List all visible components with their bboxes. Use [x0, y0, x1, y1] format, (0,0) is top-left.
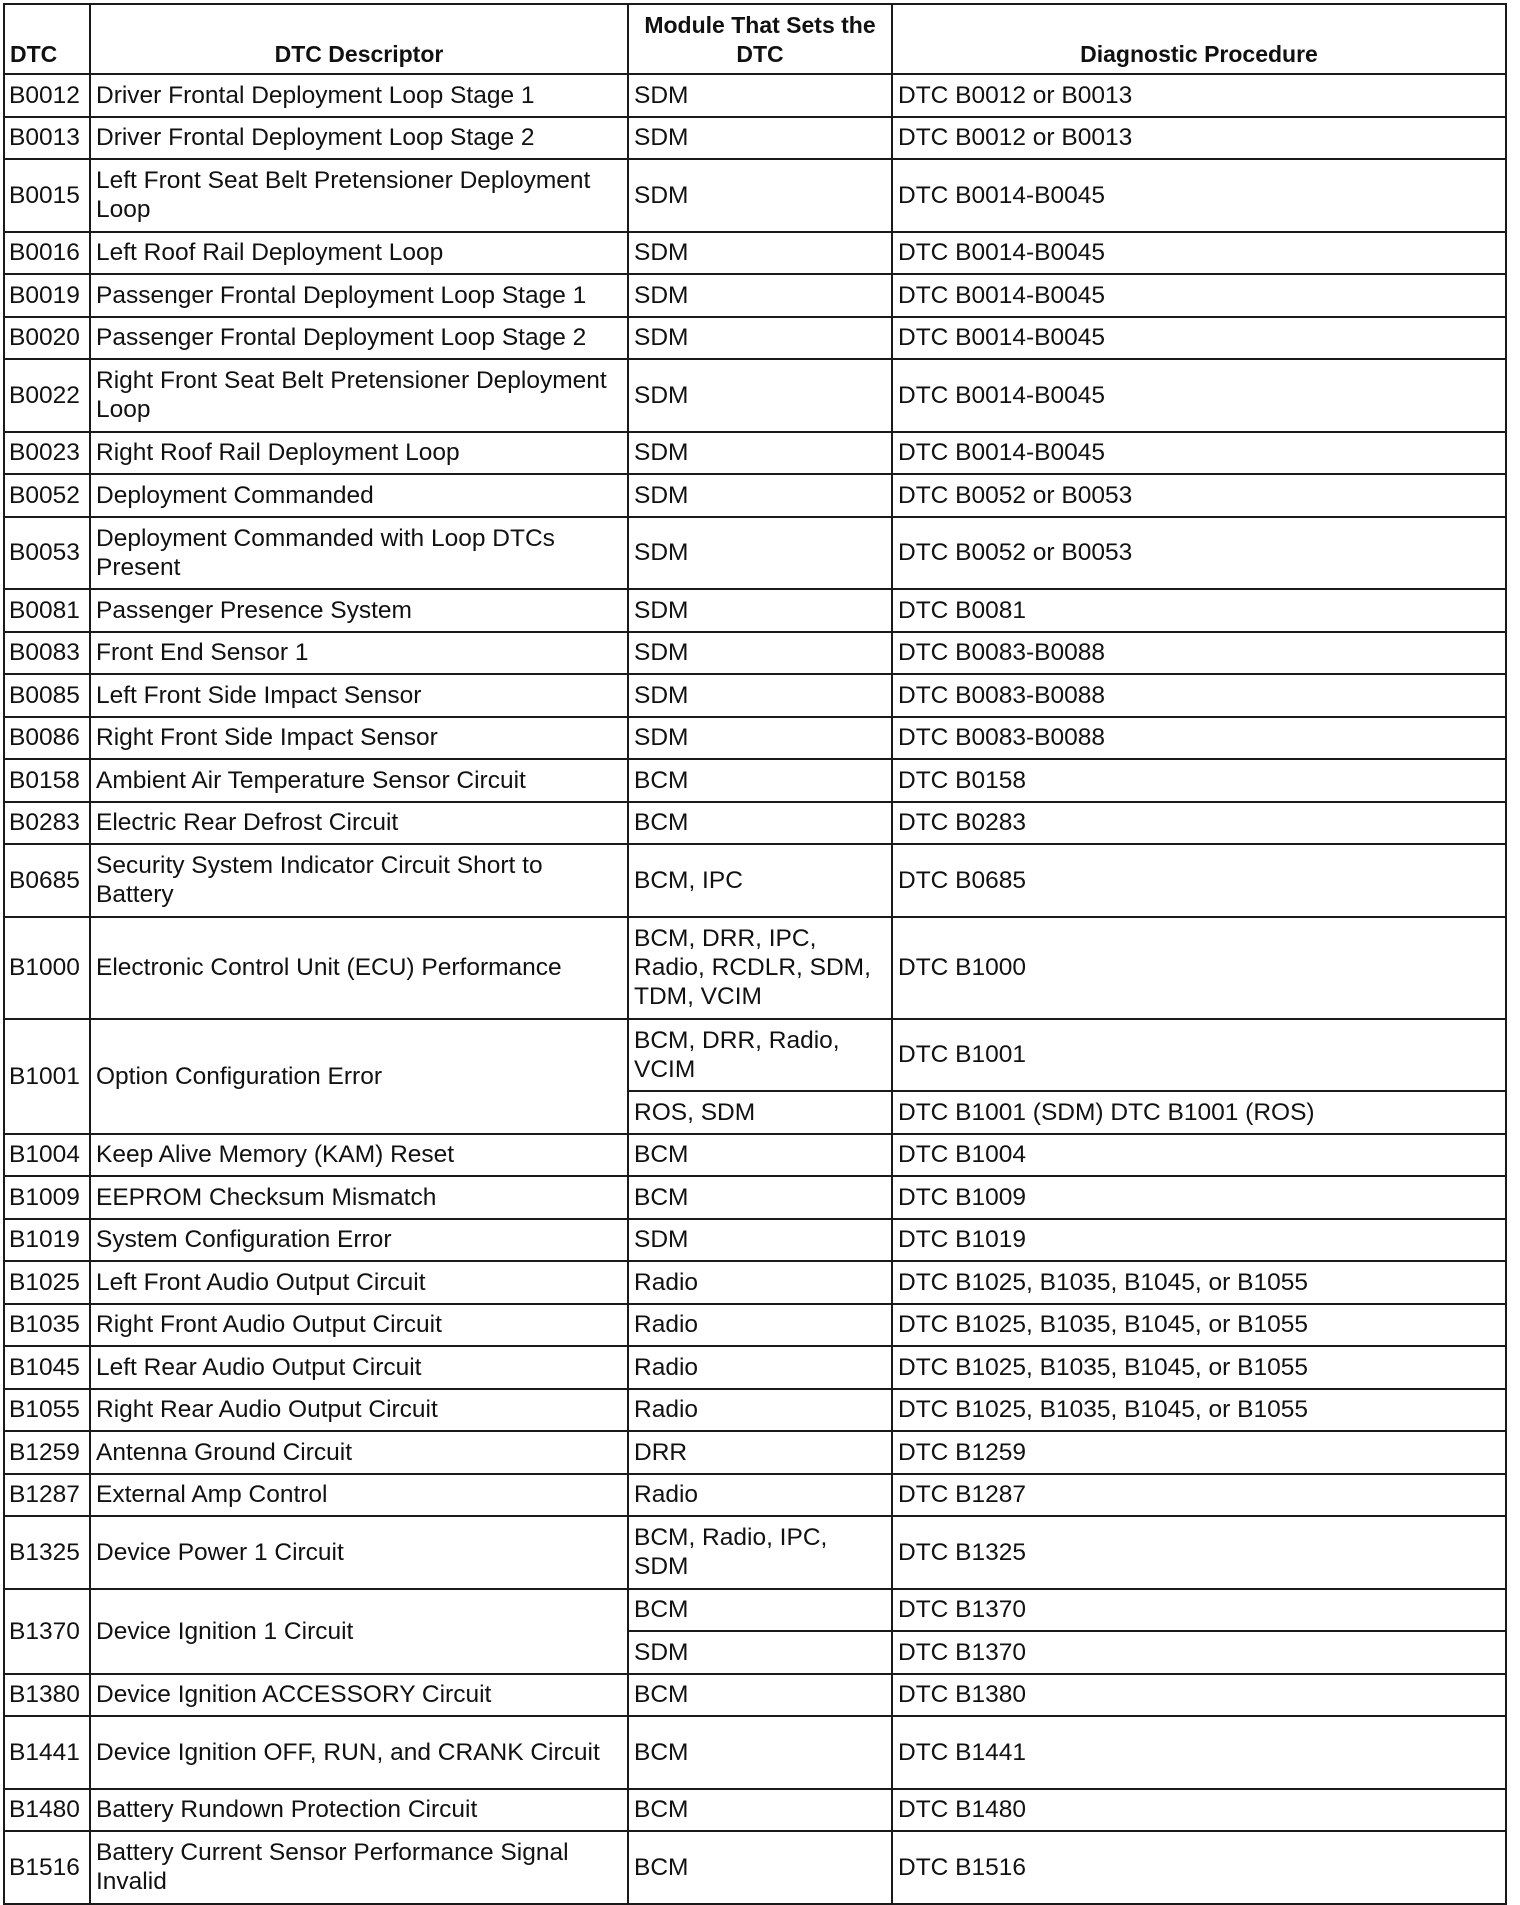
table-row — [4, 917, 1506, 1019]
module-cell: SDM — [628, 1631, 892, 1674]
diagnostic-procedure-cell: DTC B0014-B0045 — [892, 159, 1506, 232]
diagnostic-procedure-cell: DTC B0283 — [892, 802, 1506, 845]
table-row — [4, 1431, 1506, 1474]
table-row — [4, 1304, 1506, 1347]
dtc-descriptor-cell: Driver Frontal Deployment Loop Stage 2 — [90, 117, 628, 160]
diagnostic-procedure-cell: DTC B0014-B0045 — [892, 432, 1506, 475]
dtc-code-cell: B1000 — [4, 917, 90, 1019]
table-row — [4, 274, 1506, 317]
table-row — [4, 1789, 1506, 1832]
table-row — [4, 117, 1506, 160]
dtc-descriptor-cell: Deployment Commanded with Loop DTCs Present — [90, 517, 628, 590]
table-row — [4, 1589, 1506, 1632]
module-cell: SDM — [628, 317, 892, 360]
module-cell: BCM — [628, 1674, 892, 1717]
module-cell: SDM — [628, 359, 892, 432]
table-row — [4, 317, 1506, 360]
table-row — [4, 1716, 1506, 1789]
module-cell: SDM — [628, 1219, 892, 1262]
module-cell: BCM, DRR, IPC, Radio, RCDLR, SDM, TDM, VCIM — [628, 917, 892, 1019]
dtc-code-cell: B1009 — [4, 1176, 90, 1219]
table-row — [4, 1831, 1506, 1904]
dtc-code-cell: B1019 — [4, 1219, 90, 1262]
dtc-code-cell: B1259 — [4, 1431, 90, 1474]
dtc-descriptor-cell: Keep Alive Memory (KAM) Reset — [90, 1134, 628, 1177]
header-diagnostic-procedure: Diagnostic Procedure — [892, 4, 1506, 74]
dtc-descriptor-cell: Deployment Commanded — [90, 474, 628, 517]
module-cell: BCM — [628, 1589, 892, 1632]
table-body — [4, 74, 1506, 1904]
dtc-descriptor-cell: Device Ignition ACCESSORY Circuit — [90, 1674, 628, 1717]
module-cell: Radio — [628, 1261, 892, 1304]
diagnostic-procedure-cell: DTC B1516 — [892, 1831, 1506, 1904]
dtc-descriptor-cell: Left Roof Rail Deployment Loop — [90, 232, 628, 275]
dtc-descriptor-cell: Battery Rundown Protection Circuit — [90, 1789, 628, 1832]
module-cell: SDM — [628, 674, 892, 717]
diagnostic-procedure-cell: DTC B0012 or B0013 — [892, 74, 1506, 117]
table-row — [4, 632, 1506, 675]
dtc-descriptor-cell: Left Front Audio Output Circuit — [90, 1261, 628, 1304]
dtc-code-cell: B0023 — [4, 432, 90, 475]
table-row — [4, 589, 1506, 632]
dtc-descriptor-cell: External Amp Control — [90, 1474, 628, 1517]
dtc-descriptor-cell: Battery Current Sensor Performance Signal Invalid — [90, 1831, 628, 1904]
module-cell: BCM — [628, 802, 892, 845]
dtc-code-cell: B0016 — [4, 232, 90, 275]
module-cell: BCM — [628, 1176, 892, 1219]
diagnostic-procedure-cell: DTC B0014-B0045 — [892, 274, 1506, 317]
table-row — [4, 359, 1506, 432]
dtc-code-cell: B1035 — [4, 1304, 90, 1347]
module-cell: Radio — [628, 1346, 892, 1389]
dtc-code-cell: B1045 — [4, 1346, 90, 1389]
table-row — [4, 844, 1506, 917]
table-row — [4, 432, 1506, 475]
module-cell: Radio — [628, 1304, 892, 1347]
diagnostic-procedure-cell: DTC B0158 — [892, 759, 1506, 802]
table-row — [4, 1346, 1506, 1389]
dtc-code-cell: B0022 — [4, 359, 90, 432]
diagnostic-procedure-cell: DTC B1259 — [892, 1431, 1506, 1474]
dtc-descriptor-cell: Ambient Air Temperature Sensor Circuit — [90, 759, 628, 802]
dtc-code-cell: B0020 — [4, 317, 90, 360]
table-row — [4, 759, 1506, 802]
dtc-code-cell: B1025 — [4, 1261, 90, 1304]
dtc-descriptor-cell: Option Configuration Error — [90, 1019, 628, 1134]
diagnostic-procedure-cell: DTC B0083-B0088 — [892, 674, 1506, 717]
module-cell: SDM — [628, 517, 892, 590]
diagnostic-procedure-cell: DTC B1000 — [892, 917, 1506, 1019]
diagnostic-procedure-cell: DTC B0052 or B0053 — [892, 517, 1506, 590]
header-dtc-descriptor: DTC Descriptor — [90, 4, 628, 74]
diagnostic-procedure-cell: DTC B1001 (SDM) DTC B1001 (ROS) — [892, 1091, 1506, 1134]
module-cell: SDM — [628, 74, 892, 117]
dtc-descriptor-cell: Electric Rear Defrost Circuit — [90, 802, 628, 845]
dtc-descriptor-cell: Right Front Seat Belt Pretensioner Deployment Loop — [90, 359, 628, 432]
module-cell: SDM — [628, 117, 892, 160]
module-cell: ROS, SDM — [628, 1091, 892, 1134]
dtc-code-cell: B0283 — [4, 802, 90, 845]
diagnostic-procedure-cell: DTC B1370 — [892, 1631, 1506, 1674]
module-cell: Radio — [628, 1389, 892, 1432]
table-row — [4, 674, 1506, 717]
diagnostic-procedure-cell: DTC B1001 — [892, 1019, 1506, 1092]
module-cell: DRR — [628, 1431, 892, 1474]
diagnostic-procedure-cell: DTC B1287 — [892, 1474, 1506, 1517]
diagnostic-procedure-cell: DTC B0685 — [892, 844, 1506, 917]
module-cell: BCM — [628, 1716, 892, 1789]
module-cell: SDM — [628, 632, 892, 675]
module-cell: BCM, Radio, IPC, SDM — [628, 1516, 892, 1589]
diagnostic-procedure-cell: DTC B1019 — [892, 1219, 1506, 1262]
dtc-code-cell: B0013 — [4, 117, 90, 160]
table-row — [4, 1219, 1506, 1262]
dtc-descriptor-cell: EEPROM Checksum Mismatch — [90, 1176, 628, 1219]
dtc-descriptor-cell: Passenger Frontal Deployment Loop Stage 2 — [90, 317, 628, 360]
diagnostic-procedure-cell: DTC B1025, B1035, B1045, or B1055 — [892, 1389, 1506, 1432]
module-cell: SDM — [628, 589, 892, 632]
dtc-descriptor-cell: Left Rear Audio Output Circuit — [90, 1346, 628, 1389]
diagnostic-procedure-cell: DTC B1004 — [892, 1134, 1506, 1177]
module-cell: BCM, DRR, Radio, VCIM — [628, 1019, 892, 1092]
dtc-code-cell: B1325 — [4, 1516, 90, 1589]
module-cell: BCM — [628, 1134, 892, 1177]
dtc-descriptor-cell: System Configuration Error — [90, 1219, 628, 1262]
dtc-descriptor-cell: Security System Indicator Circuit Short to Battery — [90, 844, 628, 917]
table-row — [4, 74, 1506, 117]
header-module: Module That Sets the DTC — [628, 4, 892, 74]
dtc-descriptor-cell: Antenna Ground Circuit — [90, 1431, 628, 1474]
dtc-descriptor-cell: Right Front Audio Output Circuit — [90, 1304, 628, 1347]
dtc-descriptor-cell: Left Front Side Impact Sensor — [90, 674, 628, 717]
dtc-code-cell: B1516 — [4, 1831, 90, 1904]
table-row — [4, 1261, 1506, 1304]
diagnostic-procedure-cell: DTC B0052 or B0053 — [892, 474, 1506, 517]
module-cell: BCM, IPC — [628, 844, 892, 917]
dtc-code-cell: B1001 — [4, 1019, 90, 1134]
module-cell: BCM — [628, 1789, 892, 1832]
table-row — [4, 1134, 1506, 1177]
dtc-code-cell: B0085 — [4, 674, 90, 717]
table-row — [4, 1516, 1506, 1589]
dtc-code-cell: B0685 — [4, 844, 90, 917]
table-row — [4, 1019, 1506, 1092]
module-cell: SDM — [628, 474, 892, 517]
dtc-code-cell: B1370 — [4, 1589, 90, 1674]
dtc-descriptor-cell: Device Power 1 Circuit — [90, 1516, 628, 1589]
diagnostic-procedure-cell: DTC B1025, B1035, B1045, or B1055 — [892, 1346, 1506, 1389]
module-cell: SDM — [628, 232, 892, 275]
table-row — [4, 802, 1506, 845]
dtc-descriptor-cell: Left Front Seat Belt Pretensioner Deployment Loop — [90, 159, 628, 232]
dtc-code-cell: B0053 — [4, 517, 90, 590]
dtc-code-cell: B0083 — [4, 632, 90, 675]
diagnostic-procedure-cell: DTC B1325 — [892, 1516, 1506, 1589]
table-row — [4, 1674, 1506, 1717]
dtc-code-cell: B0081 — [4, 589, 90, 632]
module-cell: Radio — [628, 1474, 892, 1517]
dtc-code-cell: B1055 — [4, 1389, 90, 1432]
dtc-code-cell: B0015 — [4, 159, 90, 232]
table-row — [4, 159, 1506, 232]
dtc-descriptor-cell: Right Rear Audio Output Circuit — [90, 1389, 628, 1432]
table-header-row — [4, 4, 1506, 74]
module-cell: BCM — [628, 1831, 892, 1904]
dtc-descriptor-cell: Passenger Frontal Deployment Loop Stage 1 — [90, 274, 628, 317]
module-cell: SDM — [628, 717, 892, 760]
dtc-code-cell: B0019 — [4, 274, 90, 317]
dtc-code-cell: B1480 — [4, 1789, 90, 1832]
module-cell: SDM — [628, 432, 892, 475]
table-row — [4, 1389, 1506, 1432]
table-row — [4, 1176, 1506, 1219]
dtc-code-cell: B0012 — [4, 74, 90, 117]
module-cell: SDM — [628, 159, 892, 232]
diagnostic-procedure-cell: DTC B1480 — [892, 1789, 1506, 1832]
header-dtc: DTC — [4, 4, 90, 74]
dtc-descriptor-cell: Passenger Presence System — [90, 589, 628, 632]
dtc-code-cell: B1004 — [4, 1134, 90, 1177]
dtc-code-cell: B0086 — [4, 717, 90, 760]
diagnostic-procedure-cell: DTC B0012 or B0013 — [892, 117, 1506, 160]
table-row — [4, 517, 1506, 590]
diagnostic-procedure-cell: DTC B0014-B0045 — [892, 232, 1506, 275]
diagnostic-procedure-cell: DTC B1370 — [892, 1589, 1506, 1632]
module-cell: BCM — [628, 759, 892, 802]
dtc-descriptor-cell: Device Ignition OFF, RUN, and CRANK Circuit — [90, 1716, 628, 1789]
diagnostic-procedure-cell: DTC B0083-B0088 — [892, 717, 1506, 760]
dtc-descriptor-cell: Electronic Control Unit (ECU) Performance — [90, 917, 628, 1019]
diagnostic-procedure-cell: DTC B0014-B0045 — [892, 317, 1506, 360]
diagnostic-procedure-cell: DTC B1025, B1035, B1045, or B1055 — [892, 1261, 1506, 1304]
table-row — [4, 474, 1506, 517]
diagnostic-procedure-cell: DTC B1025, B1035, B1045, or B1055 — [892, 1304, 1506, 1347]
diagnostic-procedure-cell: DTC B1380 — [892, 1674, 1506, 1717]
dtc-code-cell: B1287 — [4, 1474, 90, 1517]
dtc-descriptor-cell: Right Front Side Impact Sensor — [90, 717, 628, 760]
dtc-code-cell: B0158 — [4, 759, 90, 802]
dtc-code-cell: B1441 — [4, 1716, 90, 1789]
diagnostic-procedure-cell: DTC B0014-B0045 — [892, 359, 1506, 432]
dtc-descriptor-cell: Device Ignition 1 Circuit — [90, 1589, 628, 1674]
dtc-descriptor-cell: Front End Sensor 1 — [90, 632, 628, 675]
diagnostic-procedure-cell: DTC B1441 — [892, 1716, 1506, 1789]
dtc-code-cell: B0052 — [4, 474, 90, 517]
table-row — [4, 717, 1506, 760]
dtc-descriptor-cell: Driver Frontal Deployment Loop Stage 1 — [90, 74, 628, 117]
diagnostic-procedure-cell: DTC B1009 — [892, 1176, 1506, 1219]
module-cell: SDM — [628, 274, 892, 317]
table-row — [4, 1474, 1506, 1517]
table-row — [4, 232, 1506, 275]
dtc-table — [3, 3, 1507, 1905]
dtc-descriptor-cell: Right Roof Rail Deployment Loop — [90, 432, 628, 475]
diagnostic-procedure-cell: DTC B0083-B0088 — [892, 632, 1506, 675]
diagnostic-procedure-cell: DTC B0081 — [892, 589, 1506, 632]
dtc-code-cell: B1380 — [4, 1674, 90, 1717]
